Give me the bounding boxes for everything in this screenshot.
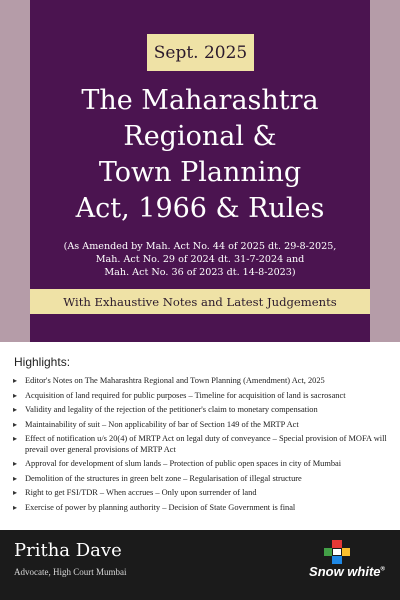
highlight-item xyxy=(12,376,390,387)
highlight-item xyxy=(12,391,390,402)
highlight-text: Validity and legality of the rejection of the petitioner's claim to monetary compensation xyxy=(25,405,318,414)
highlights-list xyxy=(12,376,390,517)
book-title xyxy=(30,83,370,227)
triangle-bullet-icon: ▸ xyxy=(13,405,18,414)
triangle-bullet-icon: ▸ xyxy=(13,473,18,483)
highlight-item xyxy=(12,405,390,416)
highlight-text: Editor's Notes on The Maharashtra Regional and Town Planning (Amendment) Act, 2025 xyxy=(25,376,325,385)
title-line: Regional & xyxy=(123,121,277,152)
title-line: Town Planning xyxy=(98,157,302,188)
highlight-item xyxy=(12,434,390,455)
triangle-bullet-icon: ▸ xyxy=(13,434,18,443)
triangle-bullet-icon: ▸ xyxy=(13,376,18,385)
highlight-item xyxy=(12,488,390,499)
triangle-bullet-icon: ▸ xyxy=(13,459,18,468)
amendment-line: Mah. Act No. 36 of 2023 dt. 14-8-2023) xyxy=(104,267,296,278)
triangle-bullet-icon: ▸ xyxy=(13,390,18,400)
registered-mark: ® xyxy=(380,566,385,573)
footer-bar xyxy=(0,530,400,600)
triangle-bullet-icon: ▸ xyxy=(13,419,18,429)
highlight-text: Exercise of power by planning authority – Decision of State Government is final xyxy=(25,502,296,512)
triangle-bullet-icon: ▸ xyxy=(13,488,18,497)
author-name: Pritha Dave xyxy=(14,540,122,561)
title-line: Act, 1966 & Rules xyxy=(75,193,325,224)
highlight-text: Right to get FSI/TDR – When accrues – Only upon surrender of land xyxy=(25,488,257,497)
title-line: The Maharashtra xyxy=(81,85,319,116)
highlight-text: Approval for development of slum lands – Protection of public open spaces in city of Mumbai xyxy=(25,459,342,468)
snow-white-logo-icon xyxy=(324,540,350,564)
highlight-text: Acquisition of land required for public purposes – Timeline for acquisition of land is sacrosanct xyxy=(25,390,346,400)
highlight-item xyxy=(12,474,390,485)
highlights-heading: Highlights: xyxy=(14,355,71,369)
highlight-text: Effect of notification u/s 20(4) of MRTP Act on legal duty of conveyance – Special provision of MOFA will prevail over general provisions of MRTP Act xyxy=(25,434,387,454)
highlight-item xyxy=(12,420,390,431)
amendment-line: Mah. Act No. 29 of 2024 dt. 31-7-2024 and xyxy=(95,254,305,265)
highlight-item xyxy=(12,459,390,470)
publisher-text: Snow white xyxy=(309,564,381,579)
publisher-name xyxy=(302,564,392,579)
highlight-text: Demolition of the structures in green belt zone – Regularisation of illegal structure xyxy=(25,473,302,483)
author-role: Advocate, High Court Mumbai xyxy=(14,567,127,577)
highlight-item xyxy=(12,503,390,514)
amendment-note xyxy=(30,240,370,279)
triangle-bullet-icon: ▸ xyxy=(13,502,18,512)
edition-label: Sept. 2025 xyxy=(147,34,254,71)
publisher-logo xyxy=(302,540,392,590)
highlight-text: Maintainability of suit – Non applicability of bar of Section 149 of the MRTP Act xyxy=(25,419,299,429)
tagline-banner: With Exhaustive Notes and Latest Judgements xyxy=(30,289,370,314)
amendment-line: (As Amended by Mah. Act No. 44 of 2025 dt. 29-8-2025, xyxy=(63,241,337,252)
